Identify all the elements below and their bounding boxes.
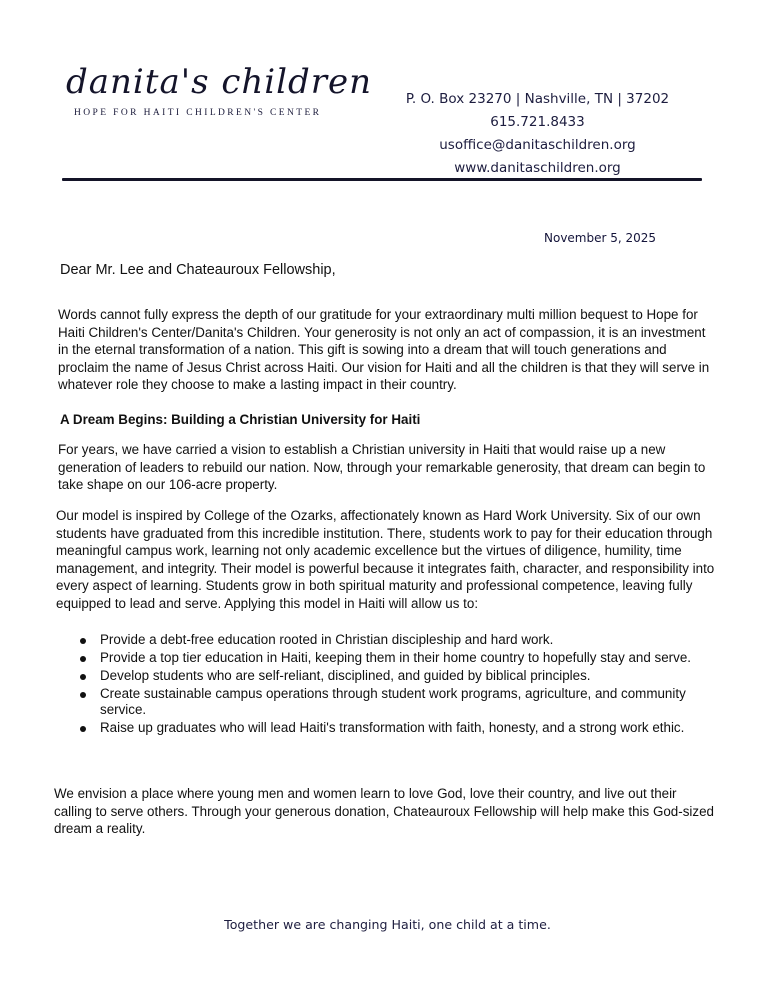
logo-script-wordmark: danita's children [66, 62, 373, 102]
logo-tagline: HOPE FOR HAITI CHILDREN'S CENTER [74, 108, 322, 118]
section-heading: A Dream Begins: Building a Christian University for Haiti [60, 412, 421, 427]
paragraph-model: Our model is inspired by College of the Ozarks, affectionately known as Hard Work University. Six of our own students have graduated from this incredible institution. There, students work to pay for their education through meaningful campus work, learning not only academic excellence but the virtues of diligence, humility, time management, and integrity. Their model is powerful because it integrates faith, character, and responsibility into every aspect of learning. Students grow in both spiritual maturity and professional competence, leaving fully equipped to lead and serve. Applying this model in Haiti will allow us to: [56, 508, 715, 611]
paragraph-vision: For years, we have carried a vision to establish a Christian university in Haiti that would raise up a new generation of leaders to rebuild our nation. Now, through your remarkable generosity, that dream can begin to take shape on our 106-acre property. [58, 442, 706, 492]
letterhead-divider [62, 178, 702, 181]
footer-motto: Together we are changing Haiti, one child at a time. [224, 917, 551, 932]
mailing-address: P. O. Box 23270 | Nashville, TN | 37202 [405, 91, 670, 107]
contact-block [400, 88, 675, 180]
salutation: Dear Mr. Lee and Chateauroux Fellowship, [60, 262, 336, 278]
list-item: Raise up graduates who will lead Haiti's transformation with faith, honesty, and a strong work ethic. [78, 720, 698, 736]
organization-logo [66, 62, 373, 118]
email-address: usoffice@danitaschildren.org [439, 137, 636, 153]
paragraph-gratitude: Words cannot fully express the depth of our gratitude for your extraordinary multi million bequest to Hope for Haiti Children's Center/Danita's Children. Your generosity is not only an act of compassion, it is an investment in the eternal transformation of a nation. This gift is sowing into a dream that will touch generations and proclaim the name of Jesus Christ across Haiti. Our vision for Haiti and all the children is that they will serve in whatever role they choose to make a lasting impact in their country. [58, 307, 710, 392]
list-item: Develop students who are self-reliant, disciplined, and guided by biblical principles. [78, 668, 698, 684]
footer [0, 917, 765, 932]
list-item: Provide a top tier education in Haiti, keeping them in their home country to hopefully stay and serve. [78, 650, 698, 666]
phone-number: 615.721.8433 [490, 114, 585, 130]
list-item: Provide a debt-free education rooted in Christian discipleship and hard work. [78, 632, 698, 648]
letter-date: November 5, 2025 [544, 231, 657, 245]
website-url: www.danitaschildren.org [454, 160, 621, 176]
list-item: Create sustainable campus operations through student work programs, agriculture, and community service. [78, 686, 698, 718]
paragraph-closing: We envision a place where young men and women learn to love God, love their country, and live out their calling to serve others. Through your generous donation, Chateauroux Fellowship will help make this God-sized dream a reality. [54, 786, 714, 836]
goals-list [78, 632, 698, 738]
